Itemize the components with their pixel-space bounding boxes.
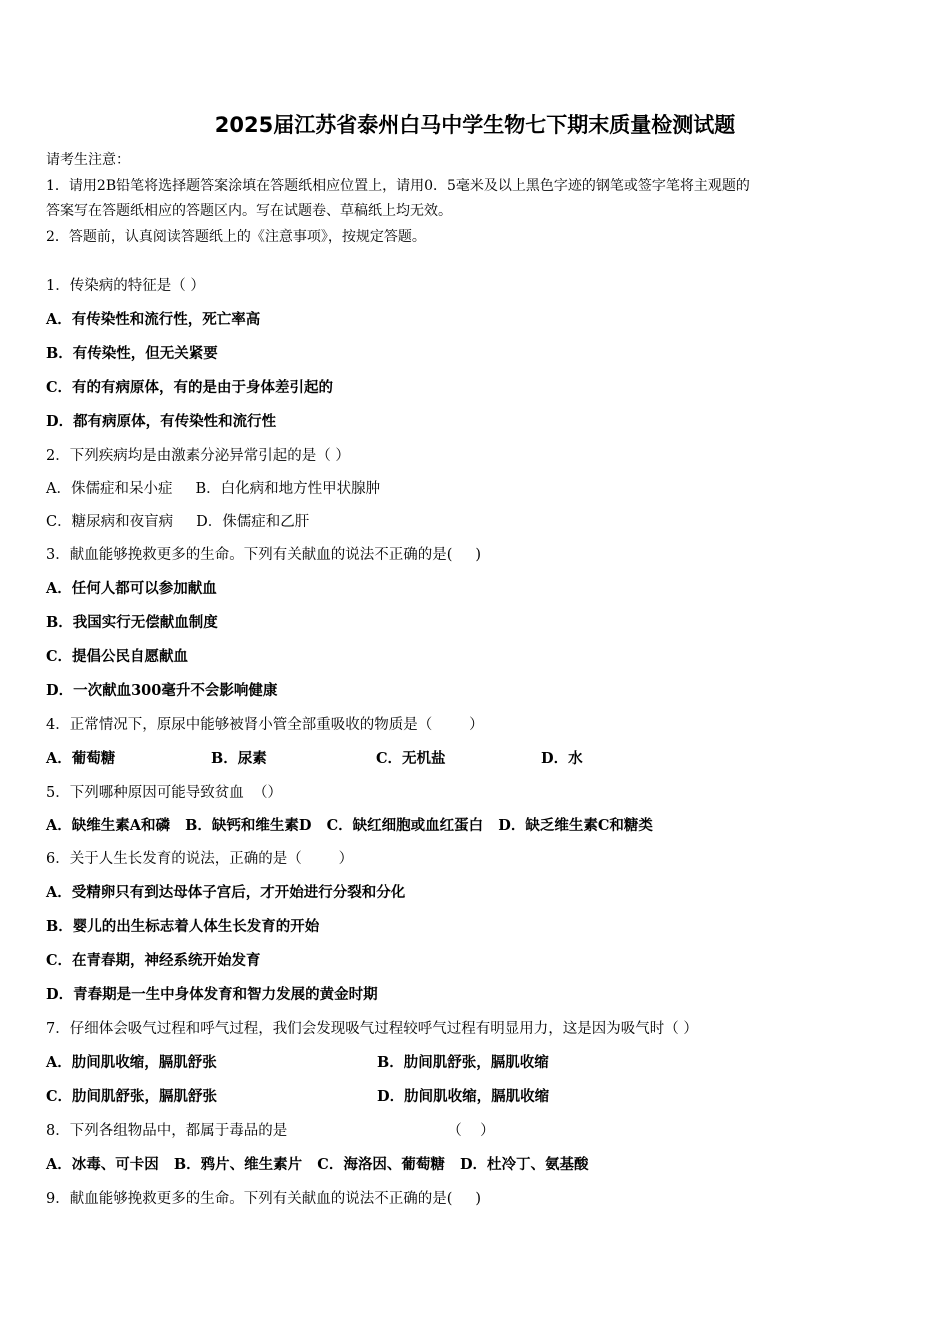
question-stem: 1．传染病的特征是（ ） (46, 278, 205, 294)
answer-option: B．有传染性，但无关紧要 (46, 345, 218, 362)
answer-option: A．受精卵只有到达母体子宫后，才开始进行分裂和分化 (46, 884, 406, 901)
answer-options-row (46, 1049, 906, 1083)
answer-option: C．在青春期，神经系统开始发育 (46, 952, 261, 969)
answer-option: A．任何人都可以参加献血 (46, 580, 217, 597)
answer-option: B．肋间肌舒张，膈肌收缩 (377, 1054, 549, 1071)
question-stem: 3．献血能够挽救更多的生命。下列有关献血的说法不正确的是( ) (46, 547, 482, 563)
answer-options-row: A．侏儒症和呆小症 B．白化病和地方性甲状腺肿 (46, 481, 381, 497)
answer-options-row (46, 1083, 906, 1117)
answer-option: D．一次献血300毫升不会影响健康 (46, 682, 278, 699)
answer-option: B．婴儿的出生标志着人体生长发育的开始 (46, 918, 320, 935)
notice-line: 1．请用2B铅笔将选择题答案涂填在答题纸相应位置上，请用0．5毫米及以上黑色字迹的钢笔或签字笔将主观题的 (46, 177, 750, 194)
page-title: 2025届江苏省泰州白马中学生物七下期末质量检测试题 (214, 113, 736, 137)
notice-section (46, 148, 906, 250)
answer-options-row: A．缺维生素A和磷 B．缺钙和维生素D C．缺红细胞或血红蛋白 D．缺乏维生素C和糖类 (46, 817, 653, 834)
answer-option: C．提倡公民自愿献血 (46, 648, 189, 665)
answer-option: C．有的有病原体，有的是由于身体差引起的 (46, 379, 334, 396)
question-stem: 5．下列哪种原因可能导致贫血 （） (46, 785, 282, 801)
question-stem: 2．下列疾病均是由激素分泌异常引起的是（ ） (46, 448, 350, 464)
question-stem: 7．仔细体会吸气过程和呼气过程，我们会发现吸气过程较呼气过程有明显用力，这是因为吸气时（ ） (46, 1021, 698, 1037)
question-stem: 6．关于人生长发育的说法，正确的是（ ） (46, 851, 354, 867)
question-stem-text: 8．下列各组物品中，都属于毒品的是 (46, 1123, 288, 1139)
answer-option: B．尿素 (211, 750, 267, 767)
notice-line: 2．答题前，认真阅读答题纸上的《注意事项》，按规定答题。 (46, 228, 426, 245)
answer-option: C．无机盐 (376, 750, 446, 767)
answer-blank: （ ） (447, 1123, 495, 1139)
question-list (46, 272, 906, 1219)
question-stem (46, 1117, 906, 1151)
question-stem: 9．献血能够挽救更多的生命。下列有关献血的说法不正确的是( ) (46, 1191, 482, 1207)
answer-option: D．都有病原体，有传染性和流行性 (46, 413, 277, 430)
answer-option: A．肋间肌收缩，膈肌舒张 (46, 1054, 217, 1071)
answer-option: B．我国实行无偿献血制度 (46, 614, 218, 631)
answer-option: D．水 (541, 750, 583, 767)
answer-option: D．青春期是一生中身体发育和智力发展的黄金时期 (46, 986, 378, 1003)
answer-options-row: C．糖尿病和夜盲病 D．侏儒症和乙肝 (46, 514, 310, 530)
answer-options-row: A．冰毒、可卡因 B．鸦片、维生素片 C．海洛因、葡萄糖 D．杜冷丁、氨基酸 (46, 1156, 589, 1173)
notice-line: 答案写在答题纸相应的答题区内。写在试题卷、草稿纸上均无效。 (46, 203, 452, 219)
notice-heading: 请考生注意： (46, 152, 130, 168)
answer-options-row (46, 745, 906, 779)
question-stem: 4．正常情况下，原尿中能够被肾小管全部重吸收的物质是（ ） (46, 717, 484, 733)
answer-option: C．肋间肌舒张，膈肌舒张 (46, 1088, 218, 1105)
answer-option: D．肋间肌收缩，膈肌收缩 (377, 1088, 550, 1105)
answer-option: A．葡萄糖 (46, 750, 116, 767)
answer-option: A．有传染性和流行性，死亡率高 (46, 311, 261, 328)
